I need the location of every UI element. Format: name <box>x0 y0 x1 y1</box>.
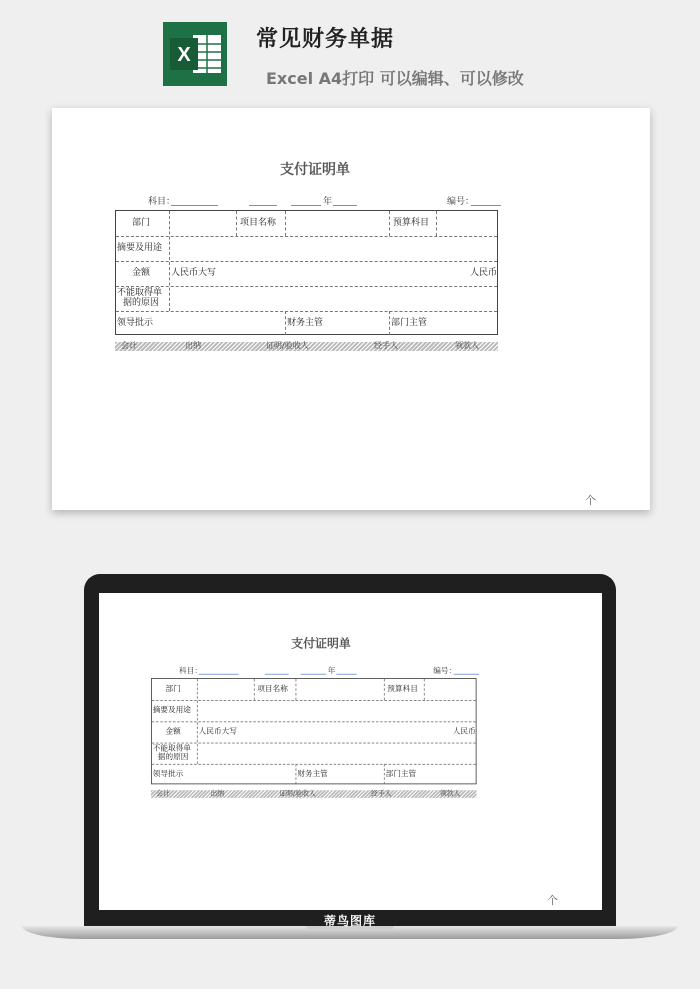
col-divider <box>169 211 170 311</box>
blank-line <box>249 205 277 206</box>
cell-summary-purpose: 摘要及用途 <box>117 243 163 253</box>
col-divider <box>285 311 286 335</box>
cell-finance-head: 财务主管 <box>287 318 324 328</box>
col-divider <box>389 211 390 236</box>
col-divider <box>389 311 390 335</box>
cell-leader-approval: 领导批示 <box>117 318 154 328</box>
cell-reason-line1: 不能取得单 <box>117 288 163 298</box>
cell-amount: 金额 <box>132 268 151 278</box>
signature-strip <box>115 342 498 351</box>
cell-leader-approval: 领导批示 <box>152 769 184 779</box>
cell-budget-item: 预算科目 <box>393 218 430 228</box>
cell-reason-line2: 据的原因 <box>157 752 189 762</box>
cell-dept-head: 部门主管 <box>385 769 417 779</box>
cell-amount: 金额 <box>165 727 181 736</box>
year-line <box>336 674 356 675</box>
excel-logo-icon <box>163 22 227 86</box>
form-title: 支付证明单 <box>291 637 351 651</box>
corner-mark: 个 <box>547 894 558 907</box>
cell-budget-item: 预算科目 <box>387 684 418 694</box>
row-divider <box>152 721 476 722</box>
row-divider <box>152 700 476 701</box>
cell-rmb: 人民币 <box>452 727 476 736</box>
footer-handler: 经手人 <box>374 341 398 350</box>
cell-finance-head: 财务主管 <box>297 769 328 779</box>
footer-accountant: 会计 <box>156 789 170 798</box>
row-divider <box>116 286 497 287</box>
col-divider <box>436 211 437 236</box>
footer-payee: 领款人 <box>440 789 461 798</box>
cell-reason-line2: 据的原因 <box>123 298 160 308</box>
number-line <box>454 674 480 675</box>
payment-voucher-form <box>115 157 515 350</box>
subject-line <box>171 205 218 206</box>
footer-cashier: 出纳 <box>210 789 225 798</box>
page-subtitle: Excel A4打印 可以编辑、可以修改 <box>266 69 524 88</box>
subject-label: 科目： <box>179 667 203 676</box>
number-line <box>471 205 501 206</box>
footer-cashier: 出纳 <box>185 341 201 350</box>
number-label: 编号： <box>447 197 475 207</box>
cell-project-name: 项目名称 <box>240 218 277 228</box>
col-divider <box>236 211 237 236</box>
cell-summary-purpose: 摘要及用途 <box>152 706 191 715</box>
logo-letter: X <box>177 44 191 66</box>
footer-payee: 领款人 <box>455 341 479 350</box>
cell-reason-line1: 不能取得单 <box>152 744 191 753</box>
cell-department: 部门 <box>132 218 151 228</box>
year-label: 年 <box>327 667 336 676</box>
cell-rmb-upper: 人民币大写 <box>198 727 237 736</box>
blank-line <box>265 674 289 675</box>
subject-line <box>199 674 239 675</box>
cell-department: 部门 <box>165 684 181 694</box>
cell-rmb: 人民币 <box>469 268 497 278</box>
signature-strip <box>151 790 477 798</box>
footer-accountant: 会计 <box>121 341 137 350</box>
row-divider <box>116 236 497 237</box>
row-divider <box>152 743 476 744</box>
blank-line <box>291 205 321 206</box>
row-divider <box>116 311 497 312</box>
col-divider <box>285 211 286 236</box>
footer-handler: 经手人 <box>371 789 392 798</box>
year-line <box>333 205 357 206</box>
laptop-brand: 蒂鸟图库 <box>323 914 376 928</box>
cell-rmb-upper: 人民币大写 <box>171 268 217 278</box>
voucher-table <box>151 678 477 784</box>
voucher-table <box>115 210 498 335</box>
row-divider <box>152 764 476 765</box>
payment-voucher-form <box>151 633 491 798</box>
footer-verifier: 证明/验收人 <box>266 341 309 350</box>
form-title: 支付证明单 <box>280 162 350 178</box>
blank-line <box>301 674 327 675</box>
cell-dept-head: 部门主管 <box>391 318 428 328</box>
col-divider <box>424 679 425 700</box>
col-divider <box>296 679 297 700</box>
footer-verifier: 证明/验收人 <box>279 789 316 798</box>
row-divider <box>116 261 497 262</box>
col-divider <box>197 679 198 764</box>
year-label: 年 <box>323 197 333 207</box>
subject-label: 科目： <box>148 197 176 207</box>
col-divider <box>254 679 255 700</box>
cell-project-name: 项目名称 <box>257 684 288 694</box>
corner-mark: 个 <box>585 494 596 507</box>
number-label: 编号： <box>433 667 457 676</box>
col-divider <box>384 679 385 700</box>
page-title: 常见财务单据 <box>256 27 395 52</box>
